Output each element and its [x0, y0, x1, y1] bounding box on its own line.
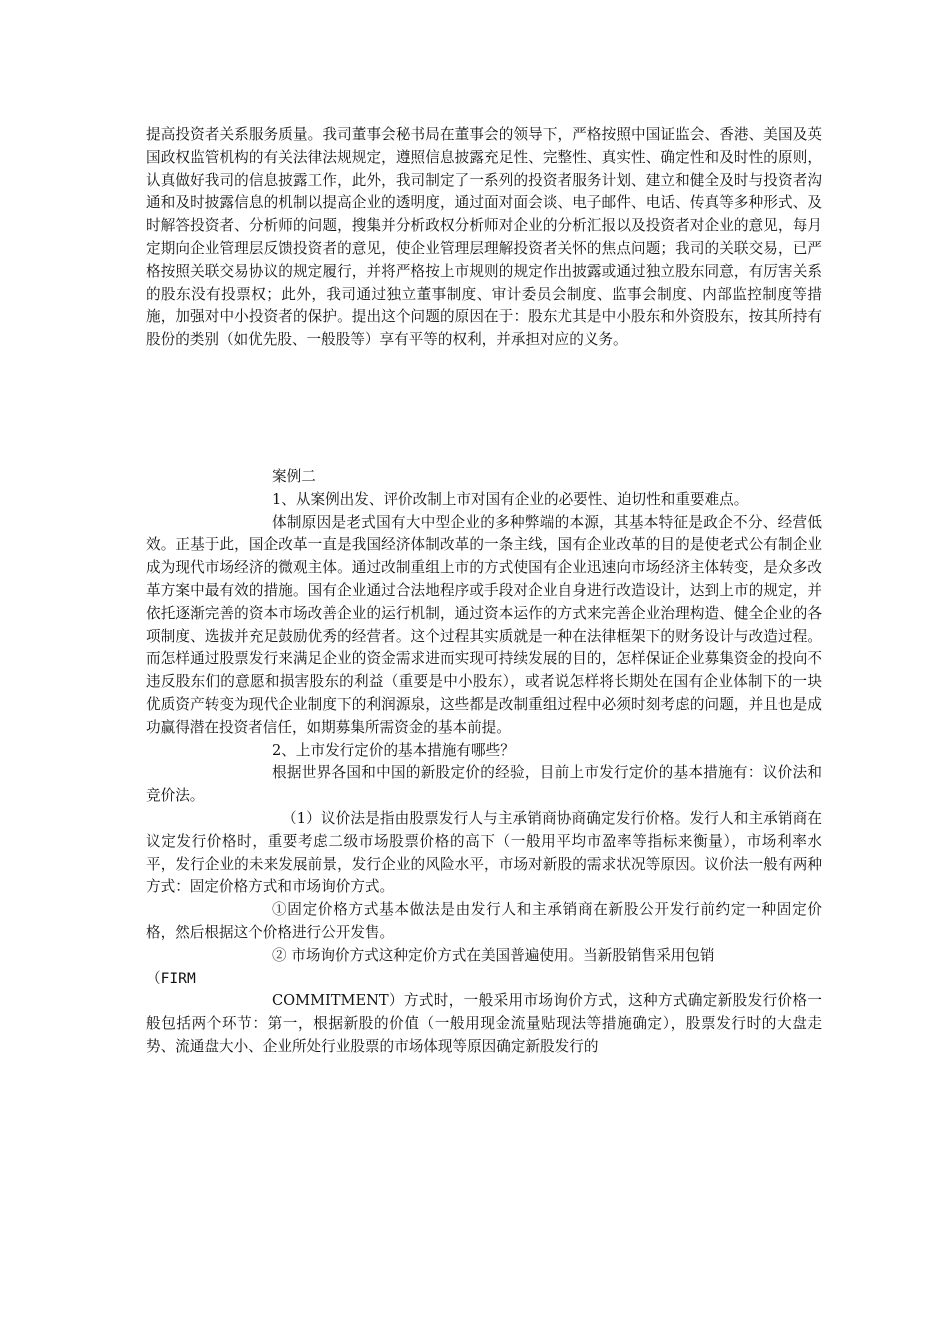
answer-1-paragraph: 体制原因是老式国有大中型企业的多种弊端的本源，其基本特征是政企不分、经营低效。正基于此，国企改革一直是我国经济体制改革的一条主线，国有企业改革的目的是使老式公有制企业成为现代市场经济的微观主体。通过改制重组上市的方式使国有企业迅速向市场经济主体转变，是众多改革方案中最有效的措施。国有企业通过合法地程序或手段对企业自身进行改造设计，达到上市的规定，并依托逐渐完善的资本市场改善企业的运行机制，通过资本运作的方式来完善企业治理构造、健全企业的各项制度、选拔并充足鼓励优秀的经营者。这个过程其实质就是一种在法律框架下的财务设计与改造过程。而怎样通过股票发行来满足企业的资金需求进而实现可持续发展的目的，怎样保证企业募集资金的投向不违反股东们的意愿和损害股东的利益（重要是中小股东），或者说怎样将长期处在国有企业体制下的一块优质资产转变为现代企业制度下的利润源泉，这些都是改制重组过程中必须时刻考虑的问题，并且也是成功赢得潜在投资者信任，如期募集所需资金的基本前提。 — [146, 513, 822, 736]
firm-label: （FIRM — [146, 969, 196, 987]
market-inquiry-paragraph-start: ② 市场询价方式这种定价方式在美国普遍使用。当新股销售采用包销 — [272, 946, 715, 964]
fixed-price-paragraph: ①固定价格方式基本做法是由发行人和主承销商在新股公开发行前约定一种固定价格，然后根据这个价格进行公开发售。 — [146, 901, 822, 941]
investor-relations-paragraph: 提高投资者关系服务质量。我司董事会秘书局在董事会的领导下，严格按照中国证监会、香港、美国及英国政权监管机构的有关法律法规规定，遵照信息披露充足性、完整性、真实性、确定性和及时性的原则，认真做好我司的信息披露工作，此外，我司制定了一系列的投资者服务计划、建立和健全及时与投资者沟通和及时披露信息的机制以提高企业的透明度，通过面对面会谈、电子邮件、电话、传真等多种形式、及时解答投资者、分析师的问题，搜集并分析政权分析师对企业的分析汇报以及投资者对企业的意见，每月定期向企业管理层反馈投资者的意见，使企业管理层理解投资者关怀的焦点问题；我司的关联交易，已严格按照关联交易协议的规定履行，并将严格按上市规则的规定作出披露或通过独立股东同意，有厉害关系的股东没有投票权；此外，我司通过独立董事制度、审计委员会制度、监事会制度、内部监控制度等措施，加强对中小投资者的保护。提出这个问题的原因在于：股东尤其是中小股东和外资股东，按其所持有股份的类别（如优先股、一般股等）享有平等的权利，并承担对应的义务。 — [146, 126, 822, 349]
answer-2-intro: 根据世界各国和中国的新股定价的经验，目前上市发行定价的基本措施有：议价法和竞价法。 — [146, 764, 822, 805]
market-inquiry-paragraph-cont: COMMITMENT）方式时，一般采用市场询价方式，这种方式确定新股发行价格一般包括两个环节：第一，根据新股的价值（一般用现金流量贴现法等措施确定），股票发行时的大盘走势、流通盘大小、企业所处行业股票的市场体现等原因确定新股发行的 — [146, 992, 822, 1055]
negotiation-method-paragraph: （1）议价法是指由股票发行人与主承销商协商确定发行价格。发行人和主承销商在议定发行价格时，重要考虑二级市场股票价格的高下（一般用平均市盈率等指标来衡量），市场利率水平，发行企业的未来发展前景，发行企业的风险水平，市场对新股的需求状况等原因。议价法一般有两种方式：固定价格方式和市场询价方式。 — [146, 809, 822, 896]
question-1: 1、从案例出发、评价改制上市对国有企业的必要性、迫切性和重要难点。 — [272, 490, 749, 508]
question-2: 2、上市发行定价的基本措施有哪些？ — [272, 741, 515, 759]
document-body — [146, 124, 822, 1059]
section-spacer — [146, 352, 822, 466]
case-two-heading: 案例二 — [272, 467, 316, 485]
